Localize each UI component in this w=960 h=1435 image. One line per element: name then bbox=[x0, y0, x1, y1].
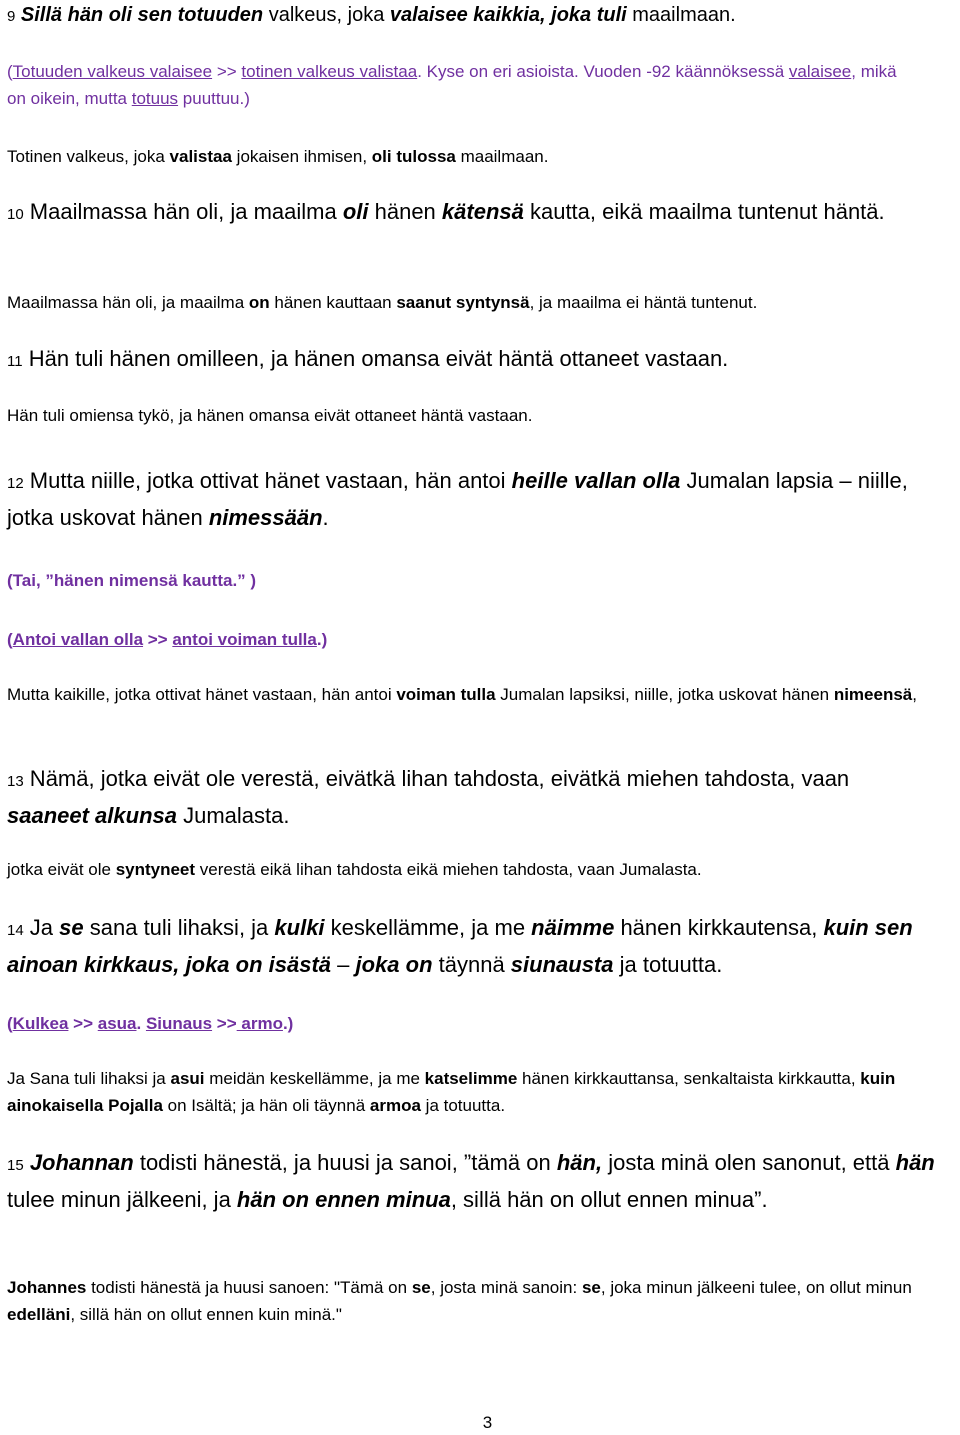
translation-15: Johannes todisti hänestä ja huusi sanoen: "Tämä on se, josta minä sanoin: se, joka minun jälkeeni tulee, on ollut minun edelläni, sillä hän on ollut ennen kuin minä." bbox=[7, 1278, 912, 1324]
verse-12: 12 Mutta niille, jotka ottivat hänet vastaan, hän antoi heille vallan olla Jumalan lapsia – niille, jotka uskovat hänen nimessään. bbox=[7, 468, 908, 530]
verse-number: 13 bbox=[7, 773, 24, 790]
verse-15: 15 Johannan todisti hänestä, ja huusi ja sanoi, ”tämä on hän, josta minä olen sanonut, että hän tulee minun jälkeeni, ja hän on ennen minua, sillä hän on ollut ennen minua”. bbox=[7, 1150, 935, 1212]
verse-number: 11 bbox=[7, 353, 23, 370]
translation-9: Totinen valkeus, joka valistaa jokaisen ihmisen, oli tulossa maailmaan. bbox=[7, 147, 549, 166]
verse-number: 14 bbox=[7, 922, 24, 939]
translation-10: Maailmassa hän oli, ja maailma on hänen kauttaan saanut syntynsä, ja maailma ei häntä tuntenut. bbox=[7, 293, 758, 312]
verse-13: 13 Nämä, jotka eivät ole verestä, eivätkä lihan tahdosta, eivätkä miehen tahdosta, vaan saaneet alkunsa Jumalasta. bbox=[7, 766, 850, 828]
translation-13: jotka eivät ole syntyneet verestä eikä lihan tahdosta eikä miehen tahdosta, vaan Jumalasta. bbox=[7, 860, 702, 879]
verse-number: 12 bbox=[7, 475, 24, 492]
note-12a: (Tai, ”hänen nimensä kautta.” ) bbox=[7, 571, 257, 590]
translation-12: Mutta kaikille, jotka ottivat hänet vastaan, hän antoi voiman tulla Jumalan lapsiksi, niille, jotka uskovat hänen nimeensä, bbox=[7, 685, 917, 704]
page-number: 3 bbox=[482, 1413, 493, 1432]
verse-14: 14 Ja se sana tuli lihaksi, ja kulki keskellämme, ja me näimme hänen kirkkautensa, kuin sen ainoan kirkkaus, joka on isästä – joka on täynnä siunausta ja totuutta. bbox=[7, 915, 913, 977]
note-14: (Kulkea >> asua. Siunaus >> armo.) bbox=[7, 1014, 294, 1033]
translation-14: Ja Sana tuli lihaksi ja asui meidän keskellämme, ja me katselimme hänen kirkkauttansa, senkaltaista kirkkautta, kuin ainokaisella Pojalla on Isältä; ja hän oli täynnä armoa ja totuutta. bbox=[7, 1069, 896, 1115]
verse-number: 15 bbox=[7, 1157, 24, 1174]
translation-11: Hän tuli omiensa tykö, ja hänen omansa eivät ottaneet häntä vastaan. bbox=[7, 406, 533, 425]
verse-10: 10 Maailmassa hän oli, ja maailma oli hänen kätensä kautta, eikä maailma tuntenut häntä. bbox=[7, 199, 885, 224]
verse-number: 10 bbox=[7, 206, 24, 223]
note-9: (Totuuden valkeus valaisee >> totinen valkeus valistaa. Kyse on eri asioista. Vuoden -92 käännöksessä valaisee, mikä on oikein, mutta totuus puuttuu.) bbox=[7, 62, 897, 108]
verse-11: 11 Hän tuli hänen omilleen, ja hänen omansa eivät häntä ottaneet vastaan. bbox=[7, 346, 729, 371]
note-12b: (Antoi vallan olla >> antoi voiman tulla.) bbox=[7, 630, 328, 649]
verse-9: 9 Sillä hän oli sen totuuden valkeus, joka valaisee kaikkia, joka tuli maailmaan. bbox=[7, 4, 736, 26]
verse-number: 9 bbox=[7, 8, 16, 25]
